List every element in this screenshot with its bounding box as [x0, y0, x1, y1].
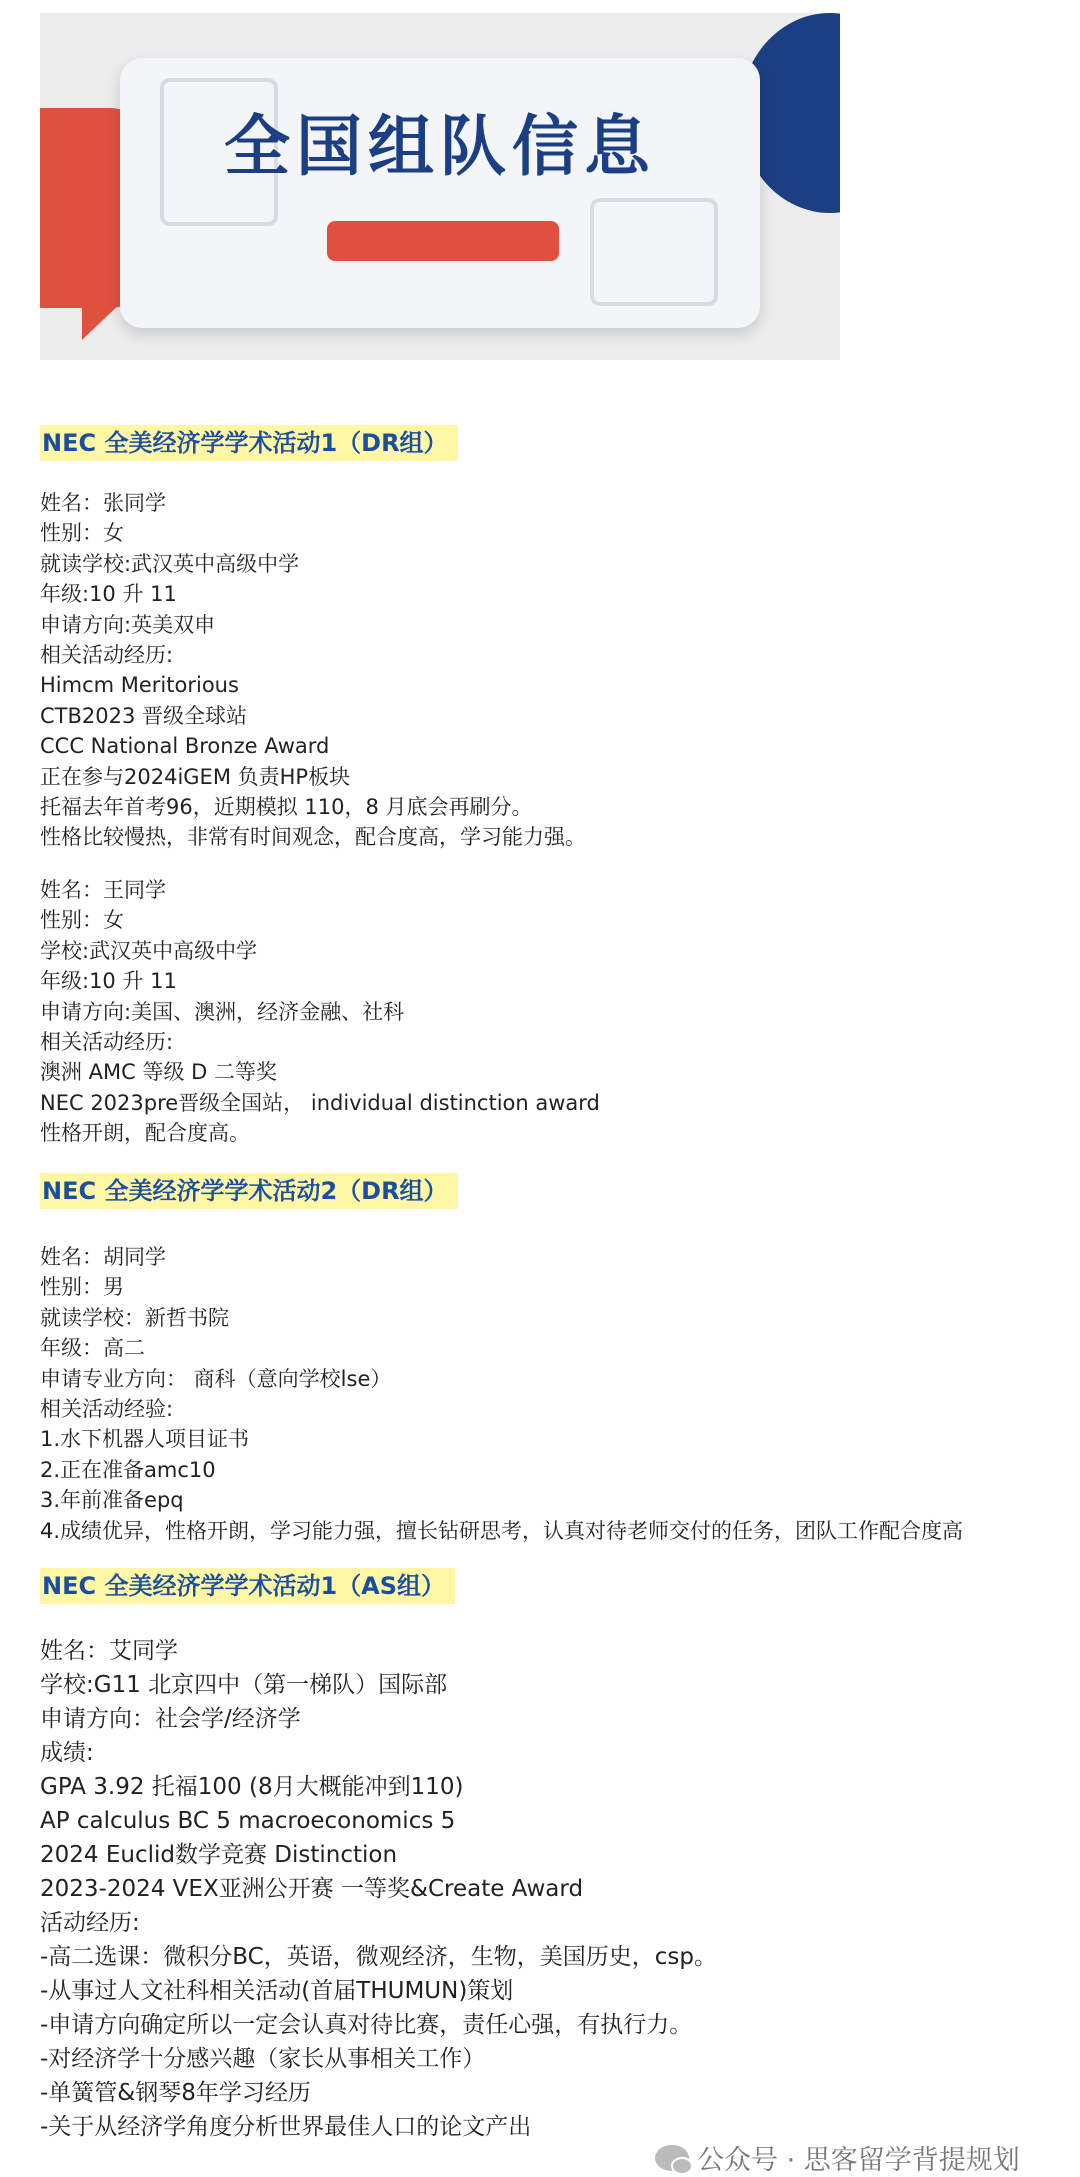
text-line: 性别：女 [40, 908, 124, 933]
text-line: Himcm Meritorious [40, 673, 239, 698]
text-line: 性格开朗，配合度高。 [40, 1121, 250, 1146]
text-line: -高二选课：微积分BC，英语，微观经济，生物，美国历史，csp。 [40, 1944, 717, 1970]
text-line: 1.水下机器人项目证书 [40, 1427, 250, 1452]
text-line: AP calculus BC 5 macroeconomics 5 [40, 1808, 456, 1834]
text-line: 成绩: [40, 1740, 94, 1766]
text-line: 相关活动经验: [40, 1397, 174, 1422]
text-line: -对经济学十分感兴趣（家长从事相关工作） [40, 2046, 486, 2072]
text-line: 申请方向:美国、澳洲，经济金融、社科 [40, 999, 405, 1024]
person-block [40, 488, 586, 853]
text-line: 姓名：王同学 [40, 878, 166, 902]
text-line: 活动经历: [40, 1910, 140, 1936]
text-line: 相关活动经历: [40, 643, 174, 668]
text-line: 申请方向:英美双申 [40, 612, 216, 637]
text-line: 学校:武汉英中高级中学 [40, 938, 258, 963]
text-line: -关于从经济学角度分析世界最佳人口的论文产出 [40, 2114, 532, 2140]
header-banner [40, 13, 840, 360]
text-line: -单簧管&钢琴8年学习经历 [40, 2080, 311, 2106]
text-line: 2023-2024 VEX亚洲公开赛 一等奖&Create Award [40, 1876, 584, 1902]
text-line: 年级：高二 [40, 1336, 145, 1361]
wechat-watermark [655, 2138, 1020, 2177]
section-nec-dr-1 [40, 425, 458, 461]
text-line: 年级:10 升 11 [40, 582, 177, 607]
text-line: 申请方向：社会学/经济学 [40, 1706, 301, 1732]
text-line: 3.年前准备epq [40, 1488, 184, 1513]
text-line: GPA 3.92 托福100 (8月大概能冲到110) [40, 1774, 464, 1800]
section-heading: NEC 全美经济学学术活动2（DR组） [40, 1173, 458, 1209]
person-desk-icon [590, 198, 718, 306]
text-line: 托福去年首考96，近期模拟 110，8 月底会再刷分。 [40, 795, 533, 820]
person-block [40, 875, 600, 1149]
section-nec-as-1 [40, 1568, 455, 1604]
text-line: 澳洲 AMC 等级 D 二等奖 [40, 1060, 278, 1085]
text-line: 就读学校:武汉英中高级中学 [40, 551, 300, 576]
banner-title: 全国组队信息 [224, 108, 656, 185]
text-line: 姓名：胡同学 [40, 1245, 166, 1269]
text-line: 4.成绩优异，性格开朗，学习能力强，擅长钻研思考，认真对待老师交付的任务，团队工作配合度高 [40, 1518, 964, 1543]
section-heading: NEC 全美经济学学术活动1（AS组） [40, 1568, 455, 1604]
text-line: 就读学校：新哲书院 [40, 1305, 229, 1330]
text-line: -从事过人文社科相关活动(首届THUMUN)策划 [40, 1978, 514, 2004]
text-line: 姓名：张同学 [40, 491, 166, 515]
text-line: 姓名：艾同学 [40, 1638, 178, 1664]
section-heading: NEC 全美经济学学术活动1（DR组） [40, 425, 458, 461]
text-line: 相关活动经历: [40, 1030, 174, 1055]
text-line: CTB2023 晋级全球站 [40, 703, 248, 728]
text-line: 申请专业方向： 商科（意向学校lse） [40, 1366, 392, 1391]
text-line: -申请方向确定所以一定会认真对待比赛，责任心强，有执行力。 [40, 2012, 693, 2038]
text-line: 2.正在准备amc10 [40, 1457, 216, 1482]
banner-red-bar [327, 221, 559, 261]
text-line: 年级:10 升 11 [40, 969, 177, 994]
text-line: 学校:G11 北京四中（第一梯队）国际部 [40, 1672, 448, 1698]
text-line: 2024 Euclid数学竞赛 Distinction [40, 1842, 398, 1868]
section-nec-dr-2 [40, 1173, 458, 1209]
text-line: 性别：女 [40, 521, 124, 546]
text-line: 性格比较慢热，非常有时间观念，配合度高，学习能力强。 [40, 825, 586, 850]
text-line: 正在参与2024iGEM 负责HP板块 [40, 764, 351, 789]
text-line: 性别：男 [40, 1275, 124, 1300]
text-line: CCC National Bronze Award [40, 734, 330, 759]
watermark-text: 公众号 · 思客留学背提规划 [697, 2145, 1020, 2176]
person-block [40, 1242, 963, 1546]
person-block [40, 1634, 717, 2144]
text-line: NEC 2023pre晋级全国站， individual distinction award [40, 1090, 600, 1115]
